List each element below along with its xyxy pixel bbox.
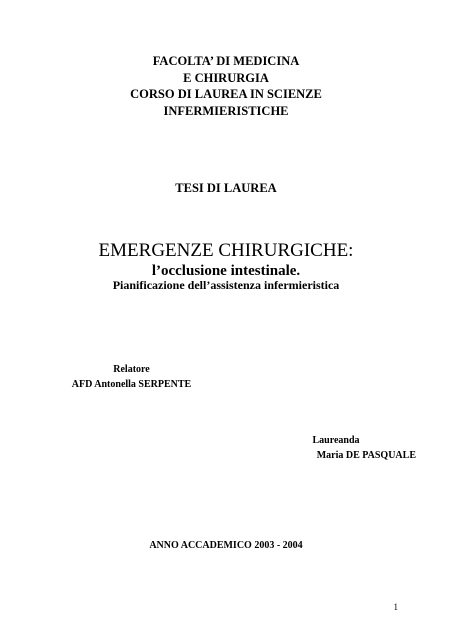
advisor-block: [44, 362, 219, 392]
faculty-line-3: CORSO DI LAUREA IN SCIENZE: [130, 87, 322, 101]
thesis-subtitle: l’occlusione intestinale.: [151, 263, 301, 279]
advisor-name: AFD Antonella SERPENTE: [71, 379, 192, 390]
faculty-line-2: E CHIRURGIA: [183, 70, 269, 85]
graduate-block: [256, 433, 416, 463]
graduate-label: Laureanda: [312, 435, 360, 446]
graduate-name: Maria DE PASQUALE: [316, 450, 416, 461]
thesis-subtitle-secondary: Pianificazione dell’assistenza infermieristica: [112, 278, 340, 292]
academic-year: ANNO ACCADEMICO 2003 - 2004: [149, 540, 303, 551]
thesis-title: EMERGENZE CHIRURGICHE:: [98, 240, 354, 261]
faculty-header: [0, 53, 452, 119]
faculty-line-4: INFERMIERISTICHE: [163, 103, 289, 118]
advisor-label: Relatore: [113, 364, 150, 375]
faculty-line-1: FACOLTA’ DI MEDICINA: [152, 54, 300, 68]
page-number: 1: [393, 602, 398, 612]
thesis-type: TESI DI LAUREA: [175, 181, 277, 195]
